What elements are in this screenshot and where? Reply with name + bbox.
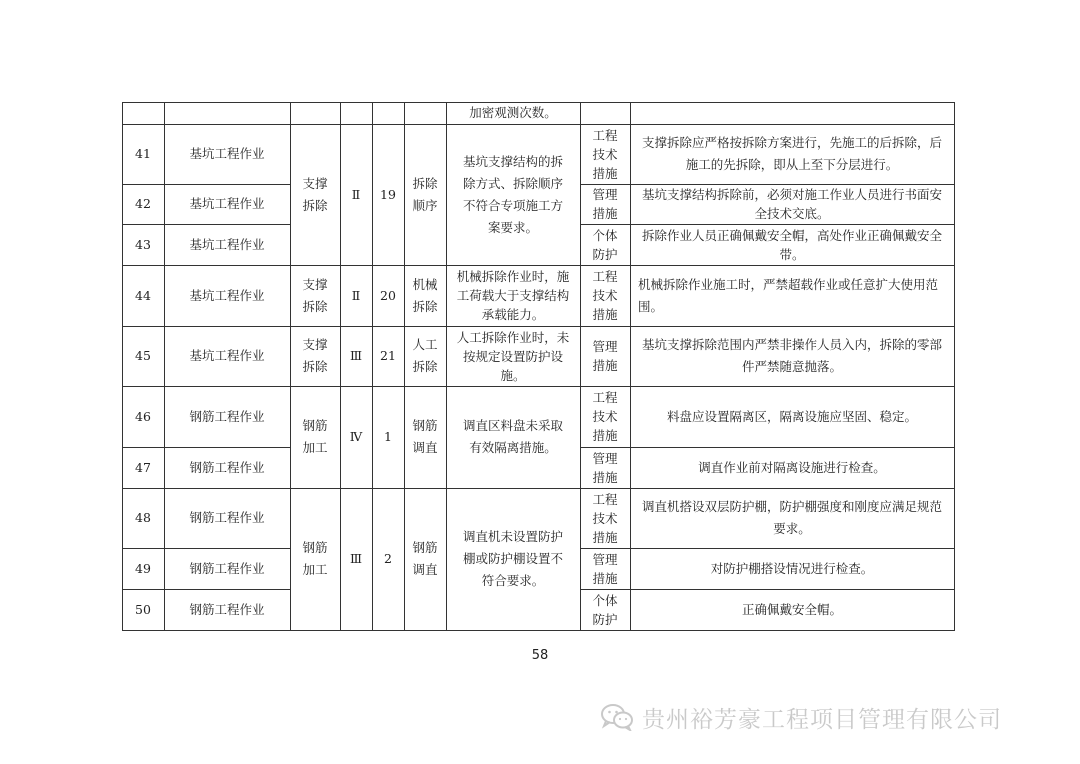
risk-level: Ⅱ — [351, 287, 361, 303]
wechat-icon — [600, 703, 634, 731]
row-number: 45 — [135, 348, 151, 363]
measure-type: 工程技术措施 — [592, 390, 618, 443]
measure-type: 工程技术措施 — [592, 127, 618, 181]
hazard-description: 调直区料盘未采取有效隔离措施。 — [462, 418, 563, 455]
row-number: 48 — [135, 510, 151, 525]
measure-type: 管理措施 — [592, 187, 618, 221]
measure-text: 正确佩戴安全帽。 — [741, 601, 842, 617]
risk-level: Ⅳ — [349, 429, 363, 444]
hazard-number: 20 — [380, 287, 396, 303]
page-number: 58 — [531, 648, 549, 663]
project-name: 基坑工程作业 — [189, 236, 265, 252]
project-name: 钢筋工程作业 — [189, 459, 265, 475]
work-type: 支撑拆除 — [302, 175, 328, 213]
watermark — [600, 700, 1002, 734]
row-number: 49 — [135, 560, 151, 576]
risk-level: Ⅲ — [349, 551, 363, 566]
measure-text: 基坑支撑拆除范围内严禁非操作人员入内，拆除的零部件严禁随意抛落。 — [641, 337, 942, 374]
watermark-text: 贵州裕芳豪工程项目管理有限公司 — [642, 706, 1002, 733]
project-name: 基坑工程作业 — [189, 146, 265, 161]
project-name: 基坑工程作业 — [189, 196, 265, 211]
project-name: 钢筋工程作业 — [189, 560, 265, 576]
work-type: 支撑拆除 — [302, 276, 328, 314]
hazard-number: 19 — [380, 186, 396, 202]
row-number: 44 — [135, 287, 151, 303]
measure-text: 基坑支撑结构拆除前，必须对施工作业人员进行书面安全技术交底。 — [641, 187, 942, 221]
check-item: 钢筋调直 — [412, 540, 438, 577]
measure-type: 管理措施 — [592, 339, 618, 373]
row-number: 46 — [135, 408, 151, 424]
hazard-description: 人工拆除作业时，未按规定设置防护设施。 — [456, 329, 570, 383]
measure-text: 支撑拆除应严格按拆除方案进行，先施工的后拆除，后施工的先拆除，即从上至下分层进行。 — [641, 135, 942, 172]
measure-text: 机械拆除作业施工时，严禁超载作业或任意扩大使用范围。 — [638, 276, 939, 314]
check-item: 钢筋调直 — [412, 418, 438, 455]
measure-text: 调直作业前对隔离设施进行检查。 — [698, 459, 886, 475]
measure-text: 料盘应设置隔离区，隔离设施应坚固、稳定。 — [666, 408, 917, 424]
row-number: 50 — [135, 601, 151, 617]
measure-text: 对防护棚搭设情况进行检查。 — [710, 560, 874, 576]
check-item: 人工拆除 — [412, 337, 438, 374]
row-number: 41 — [135, 146, 151, 161]
project-name: 钢筋工程作业 — [189, 601, 265, 617]
measure-type: 工程技术措施 — [592, 491, 618, 545]
check-item: 拆除顺序 — [412, 175, 438, 213]
risk-level: Ⅲ — [349, 348, 363, 363]
hazard-number: 1 — [384, 429, 392, 444]
row-number: 43 — [135, 236, 151, 252]
check-item: 机械拆除 — [412, 276, 438, 314]
hazard-description: 调直机未设置防护棚或防护棚设置不符合要求。 — [462, 529, 563, 588]
measure-type: 个体防护 — [592, 592, 618, 627]
hazard-number: 2 — [384, 551, 392, 566]
project-name: 钢筋工程作业 — [189, 408, 265, 424]
row-number: 47 — [135, 459, 151, 475]
hazard-cell-continued: 加密观测次数。 — [469, 105, 557, 120]
work-type: 钢筋加工 — [302, 418, 328, 455]
project-name: 钢筋工程作业 — [189, 510, 265, 525]
hazard-number: 21 — [380, 348, 396, 363]
row-number: 42 — [135, 196, 151, 211]
risk-level: Ⅱ — [351, 186, 361, 202]
hazard-description: 基坑支撑结构的拆除方式、拆除顺序不符合专项施工方案要求。 — [462, 153, 563, 235]
measure-type: 工程技术措施 — [592, 269, 618, 322]
measure-text: 调直机搭设双层防护棚，防护棚强度和刚度应满足规范要求。 — [641, 499, 942, 536]
measure-text: 拆除作业人员正确佩戴安全帽，高处作业正确佩戴安全带。 — [641, 227, 942, 262]
work-type: 支撑拆除 — [302, 337, 328, 374]
project-name: 基坑工程作业 — [189, 287, 265, 303]
measure-type: 个体防护 — [592, 227, 618, 262]
hazard-description: 机械拆除作业时，施工荷载大于支撑结构承载能力。 — [456, 269, 570, 322]
measure-type: 管理措施 — [592, 450, 618, 485]
project-name: 基坑工程作业 — [189, 348, 265, 363]
work-type: 钢筋加工 — [302, 540, 328, 577]
measure-type: 管理措施 — [592, 551, 618, 586]
